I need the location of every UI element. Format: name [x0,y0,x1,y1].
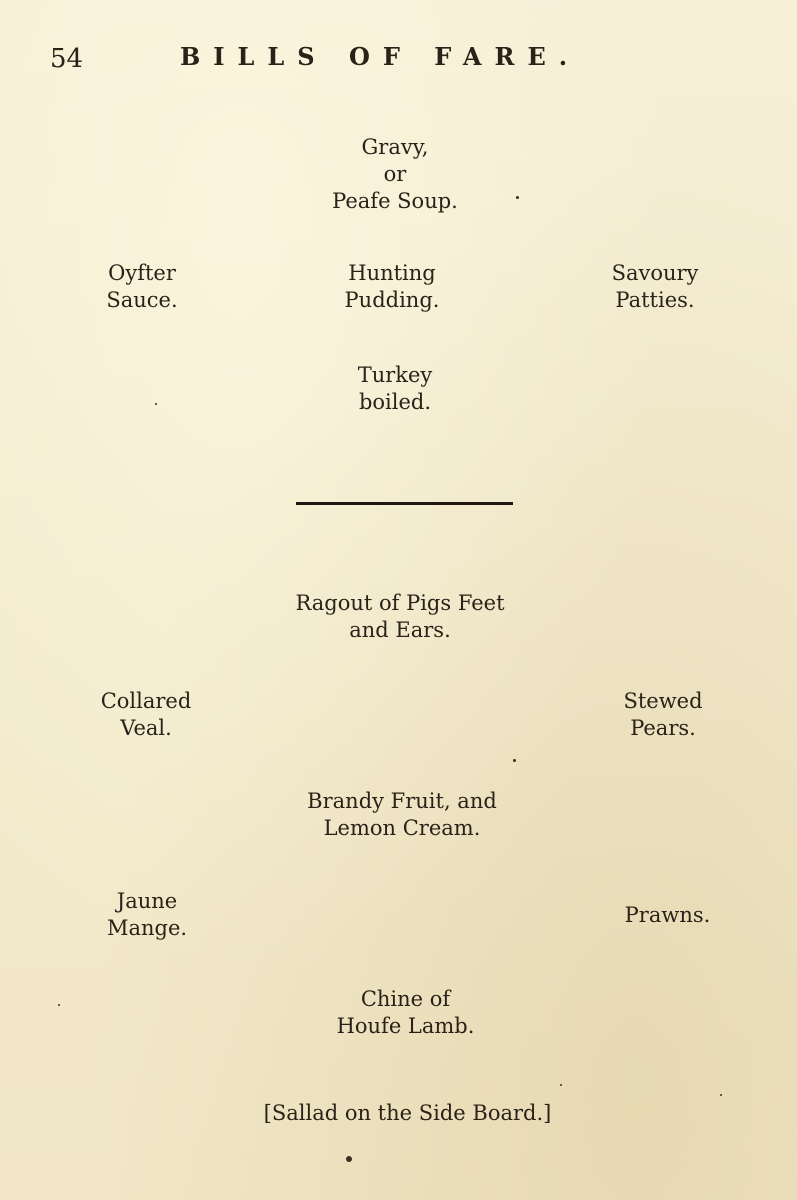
dish-hunting-pudding [322,260,462,314]
dish-line: boiled. [358,390,432,414]
dish-collared-veal [86,688,206,742]
dish-savoury-patties [590,260,720,314]
dish-gravy-soup [300,134,490,215]
dish-line: Prawns. [624,903,711,927]
dish-line: or [383,162,407,186]
dish-line: Lemon Cream. [323,816,481,840]
dish-line: Collared [100,689,192,713]
ink-speck [513,759,516,762]
dish-brandy-fruit-lemon-cream [282,788,522,842]
dish-ragout-pigs-feet [270,590,530,644]
dish-line: Brandy Fruit, and [307,789,497,813]
dish-line: Oyfter [108,261,176,285]
dish-line: Savoury [611,261,699,285]
running-head: BILLS OF FARE. [180,42,581,71]
dish-line: Turkey [357,363,433,387]
ink-speck [560,1084,562,1086]
page-number: 54 [50,44,84,74]
dish-line: Pears. [630,716,696,740]
dish-line: Peafe Soup. [332,189,458,213]
ink-speck [58,1004,60,1006]
dish-line: Veal. [120,716,172,740]
dish-prawns [610,902,725,929]
dish-line: Patties. [615,288,695,312]
dish-line: Stewed [623,689,703,713]
side-board-note: [Sallad on the Side Board.] [263,1101,552,1125]
dish-jaune-mange [92,888,202,942]
dish-turkey-boiled [335,362,455,416]
dish-line: Sauce. [106,288,178,312]
dish-line: Mange. [106,916,188,940]
dish-line: Houfe Lamb. [336,1014,475,1038]
dish-line: Jaune [116,889,178,913]
ink-speck [720,1094,722,1096]
ink-speck [516,196,519,199]
dish-line: and Ears. [349,618,451,642]
dish-line: Chine of [360,987,451,1011]
dish-stewed-pears [608,688,718,742]
dish-line: Hunting [348,261,436,285]
course-divider-rule [296,502,513,505]
ink-speck [346,1156,352,1162]
ink-speck [155,403,157,405]
dish-line: Ragout of Pigs Feet [295,591,505,615]
dish-line: Pudding. [344,288,440,312]
dish-line: Gravy, [361,135,429,159]
dish-oyster-sauce [92,260,192,314]
dish-chine-of-house-lamb [318,986,493,1040]
